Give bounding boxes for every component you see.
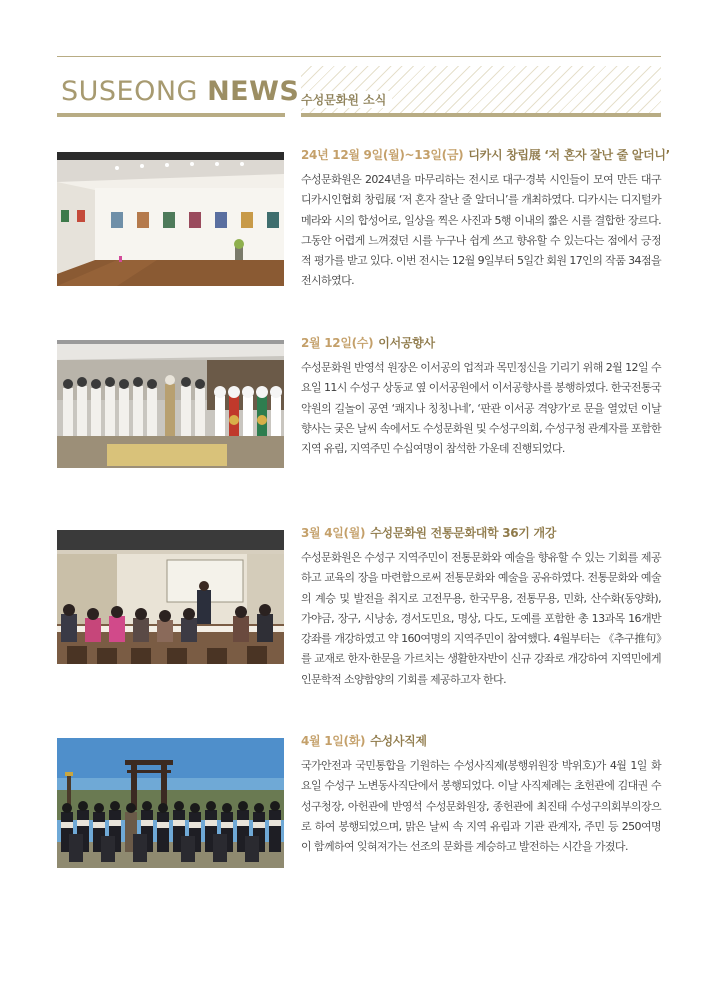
- article-heading: [301, 732, 427, 749]
- college-opening-photo: [57, 530, 284, 664]
- article-body: 수성문화원은 2024년을 마무리하는 전시로 대구·경북 시인들이 모여 만든 대구디카시인협회 창립展 ‘저 혼자 잘난 줄 알더니’를 개최하였다. 디카시는 디지털카메라와 시의 합성어로, 일상을 찍은 사진과 5행 이내의 짧은 시를 결합한 장르다. 그동안 어렵게 느껴졌던 시를 누구나 쉽게 쓰고 향유할 수 있는다는 점에서 긍정적 평가를 받고 있다. 이번 전시는 12월 9일부터 5일간 회원 17인의 작품 34점을 전시하였다.: [301, 173, 661, 288]
- article-date: 3월 4일(월): [301, 526, 366, 540]
- article-heading: [301, 146, 670, 163]
- masthead: [57, 66, 661, 118]
- article-headline: 디카시 창립展 ‘저 혼자 잘난 줄 알더니’: [468, 148, 670, 162]
- article-heading: [301, 524, 556, 541]
- title-underline: [57, 113, 285, 117]
- article-date: 2월 12일(수): [301, 336, 374, 350]
- article-date: 24년 12월 9일(월)~13일(금): [301, 148, 464, 162]
- iseogong-ceremony-photo: [57, 340, 284, 474]
- sajikje-ceremony-photo: [57, 738, 284, 872]
- article-heading: [301, 334, 435, 351]
- masthead-title: [61, 76, 299, 107]
- gallery-exhibition-photo: [57, 152, 284, 286]
- masthead-title-bold: NEWS: [207, 76, 300, 107]
- section-label: 수성문화원 소식: [301, 91, 392, 108]
- article-headline: 이서공향사: [378, 336, 435, 350]
- article-body: 수성문화원 반영석 원장은 이서공의 업적과 목민정신을 기리기 위해 2월 12일 수요일 11시 수성구 상동교 옆 이서공원에서 이서공향사를 봉행하였다. 한국전통국악원의 길놀이 공연 ‘쾌지나 칭칭나네’, ‘판관 이서공 격양가’로 문을 열었던 이날 향사는 궂은 날씨 속에서도 수성문화원 및 수성구의회, 수성구청 관계자를 포함한 지역 유림, 지역주민 수십여명이 참석한 가운데 진행되었다.: [301, 361, 661, 456]
- banner-underline: [301, 113, 661, 117]
- article-body: 수성문화원은 수성구 지역주민이 전통문화와 예술을 향유할 수 있는 기회를 제공하고 교육의 장을 마련함으로써 전통문화와 예술을 공유하였다. 전통문화와 예술의 계승 및 발전을 취지로 고전무용, 한국무용, 전통무용, 민화, 산수화(동양화), 가야금, 장구, 시낭송, 경서도민요, 명상, 다도, 도예를 포함한 총 13과목 16개반 강좌를 개강하였고 약 160여명의 지역주민이 참여했다. 4월부터는 《추구推句》를 교재로 한자·한문을 가르치는 생활한자반이 신규 강좌로 개강하여 지역민에게 인문학적 소양함양의 기회를 제공하고자 한다.: [301, 551, 661, 686]
- article-headline: 수성사직제: [370, 734, 427, 748]
- top-rule: [57, 56, 661, 57]
- article-date: 4월 1일(화): [301, 734, 366, 748]
- masthead-title-light: SUSEONG: [61, 76, 208, 107]
- article-headline: 수성문화원 전통문화대학 36기 개강: [370, 526, 557, 540]
- article-body: 국가안전과 국민통합을 기원하는 수성사직제(봉행위원장 박위호)가 4월 1일 화요일 수성구 노변동사직단에서 봉행되었다. 이날 사직제례는 초헌관에 김대권 수성구청장, 아헌관에 반영석 수성문화원장, 종헌관에 최진태 수성구의회부의장으로 하여 봉행되었으며, 맑은 날씨 속 지역 유림과 기관 관계자, 주민 등 250여명이 함께하여 잊혀져가는 선조의 문화를 계승하고 발전하는 시간을 가졌다.: [301, 759, 661, 854]
